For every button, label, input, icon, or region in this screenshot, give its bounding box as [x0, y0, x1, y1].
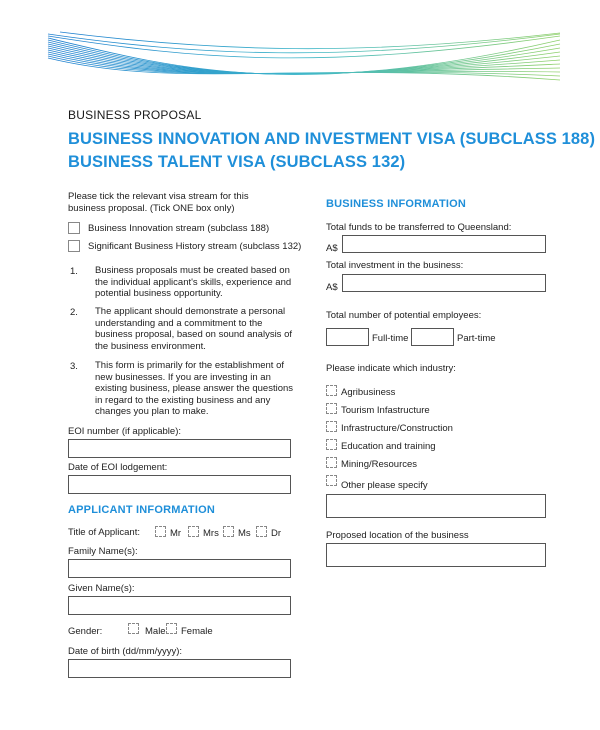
eoi-number-input[interactable]	[68, 439, 291, 458]
location-input[interactable]	[326, 543, 546, 567]
document-title-line-1: BUSINESS INNOVATION AND INVESTMENT VISA (SUBCLASS 188)	[68, 130, 596, 148]
industry-label: Please indicate which industry:	[326, 363, 456, 374]
business-section-heading: BUSINESS INFORMATION	[326, 198, 467, 210]
document-kicker: BUSINESS PROPOSAL	[68, 108, 202, 122]
industry-agribusiness-label: Agribusiness	[341, 387, 396, 398]
checkbox-stream-innovation[interactable]	[68, 222, 80, 234]
title-ms-label: Ms	[238, 528, 251, 539]
checkbox-industry-infrastructure[interactable]	[326, 421, 337, 432]
parttime-input[interactable]	[411, 328, 454, 346]
title-of-applicant-label: Title of Applicant:	[68, 527, 140, 538]
fulltime-input[interactable]	[326, 328, 369, 346]
note-text: The applicant should demonstrate a personal understanding and a commitment to the business proposal, based on sound analysis of the business environment.	[95, 306, 292, 352]
location-label: Proposed location of the business	[326, 530, 469, 541]
checkbox-industry-agribusiness[interactable]	[326, 385, 337, 396]
industry-infrastructure-label: Infrastructure/Construction	[341, 423, 453, 434]
note-text: This form is primarily for the establishment of new businesses. If you are investing in an existing business, please answer the questions in regard to the existing business and any changes you plan to make.	[95, 360, 294, 417]
stream-innovation-label: Business Innovation stream (subclass 188)	[88, 223, 270, 234]
title-mrs-label: Mrs	[203, 528, 219, 539]
title-dr-label: Dr	[271, 528, 282, 539]
dob-input[interactable]	[68, 659, 291, 678]
family-name-label: Family Name(s):	[68, 546, 138, 557]
note-text: Business proposals must be created based on the individual applicant's skills, experience and potential business opportunity.	[95, 265, 292, 299]
checkbox-title-mrs[interactable]	[188, 526, 199, 537]
checkbox-industry-mining[interactable]	[326, 457, 337, 468]
eoi-date-input[interactable]	[68, 475, 291, 494]
eoi-number-label: EOI number (if applicable):	[68, 426, 181, 437]
checkbox-gender-female[interactable]	[166, 623, 177, 634]
header-wave-graphic	[0, 0, 600, 100]
checkbox-industry-other[interactable]	[326, 475, 337, 486]
investment-currency: A$	[326, 282, 338, 293]
checkbox-title-ms[interactable]	[223, 526, 234, 537]
investment-label: Total investment in the business:	[326, 260, 464, 271]
industry-other-label: Other please specify	[341, 480, 428, 491]
gender-male-label: Male	[145, 626, 166, 637]
dob-label: Date of birth (dd/mm/yyyy):	[68, 646, 183, 657]
eoi-date-label: Date of EOI lodgement:	[68, 462, 168, 473]
checkbox-industry-tourism[interactable]	[326, 403, 337, 414]
checkbox-industry-education[interactable]	[326, 439, 337, 450]
funds-currency: A$	[326, 243, 338, 254]
gender-label: Gender:	[68, 626, 103, 637]
note-number: 2.	[70, 307, 78, 318]
applicant-section-heading: APPLICANT INFORMATION	[68, 504, 215, 516]
investment-input[interactable]	[342, 274, 546, 292]
document-title-line-2: BUSINESS TALENT VISA (SUBCLASS 132)	[68, 153, 406, 171]
checkbox-stream-significant[interactable]	[68, 240, 80, 252]
industry-tourism-label: Tourism Infastructure	[341, 405, 430, 416]
given-name-input[interactable]	[68, 596, 291, 615]
stream-significant-label: Significant Business History stream (subclass 132)	[88, 241, 302, 252]
given-name-label: Given Name(s):	[68, 583, 135, 594]
industry-education-label: Education and training	[341, 441, 436, 452]
checkbox-title-mr[interactable]	[155, 526, 166, 537]
stream-instructions: Please tick the relevant visa stream for this business proposal. (Tick ONE box only)	[68, 191, 249, 214]
industry-other-input[interactable]	[326, 494, 546, 518]
employees-label: Total number of potential employees:	[326, 310, 482, 321]
parttime-label: Part-time	[457, 333, 496, 344]
checkbox-title-dr[interactable]	[256, 526, 267, 537]
fulltime-label: Full-time	[372, 333, 409, 344]
funds-input[interactable]	[342, 235, 546, 253]
family-name-input[interactable]	[68, 559, 291, 578]
note-number: 1.	[70, 266, 78, 277]
industry-mining-label: Mining/Resources	[341, 459, 418, 470]
gender-female-label: Female	[181, 626, 213, 637]
checkbox-gender-male[interactable]	[128, 623, 139, 634]
funds-label: Total funds to be transferred to Queensland:	[326, 222, 512, 233]
note-number: 3.	[70, 361, 78, 372]
title-mr-label: Mr	[170, 528, 182, 539]
